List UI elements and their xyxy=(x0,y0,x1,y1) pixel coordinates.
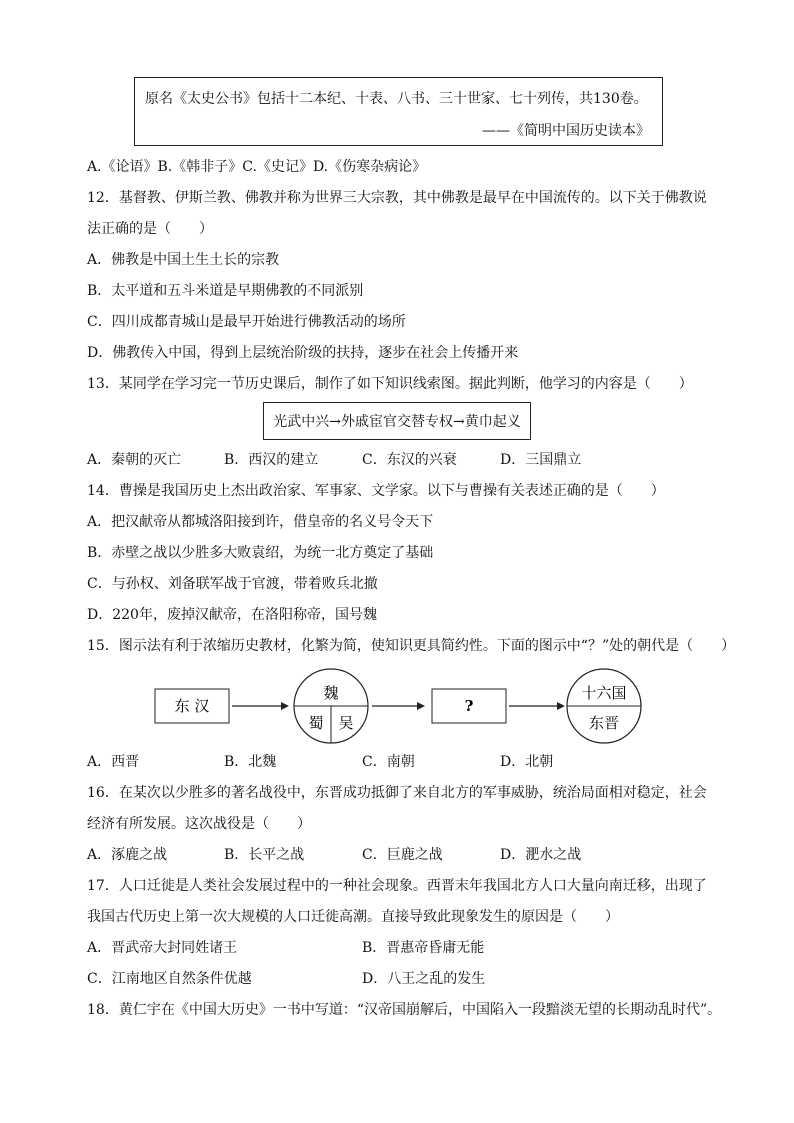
q11-options: A.《论语》B.《韩非子》C.《史记》D.《伤寒杂病论》 xyxy=(87,159,427,175)
q12-option-c: C．四川成都青城山是最早开始进行佛教活动的场所 xyxy=(87,314,406,330)
q16-option-a: A．涿鹿之战 xyxy=(87,847,168,863)
diagram-box-eastern-han-label: 东 汉 xyxy=(174,697,210,715)
q15-option-b: B．北魏 xyxy=(224,754,277,770)
q14-stem: 14．曹操是我国历史上杰出政治家、军事家、文学家。以下与曹操有关表述正确的是（ ） xyxy=(87,483,665,499)
q16-stem-line2: 经济有所发展。这次战役是（ ） xyxy=(87,816,311,832)
q17-option-d: D．八王之乱的发生 xyxy=(362,971,486,987)
q13-option-d: D．三国鼎立 xyxy=(500,452,582,468)
q13-option-b: B．西汉的建立 xyxy=(224,452,319,468)
q15-stem: 15．图示法有利于浓缩历史教材，化繁为简，使知识更具简约性。下面的图示中“？”处的朝代是（ ） xyxy=(87,638,736,654)
q16-option-d: D．淝水之战 xyxy=(500,847,582,863)
diagram-wu-label: 吴 xyxy=(338,714,354,732)
q12-option-b: B．太平道和五斗米道是早期佛教的不同派别 xyxy=(87,283,364,299)
q14-option-d: D．220年，废掉汉献帝，在洛阳称帝，国号魏 xyxy=(87,607,377,623)
q17-option-a: A．晋武帝大封同姓诸王 xyxy=(87,940,238,956)
q15-option-d: D．北朝 xyxy=(500,754,554,770)
quote-box xyxy=(134,77,663,146)
quote-source: ——《简明中国历史读本》 xyxy=(482,123,650,139)
q16-option-c: C．巨鹿之战 xyxy=(362,847,443,863)
q16-stem-line1: 16．在某次以少胜多的著名战役中，东晋成功抵御了来自北方的军事威胁，统治局面相对稳定，社会 xyxy=(87,785,707,801)
q12-stem-line2: 法正确的是（ ） xyxy=(87,221,213,237)
quote-text: 原名《太史公书》包括十二本纪、十表、八书、三十世家、七十列传，共130卷。 xyxy=(145,91,648,107)
diagram-box-unknown-label: ? xyxy=(464,697,474,715)
q17-option-c: C．江南地区自然条件优越 xyxy=(87,971,252,987)
q12-stem-line1: 12．基督教、伊斯兰教、佛教并称为世界三大宗教，其中佛教是最早在中国流传的。以下关于佛教说 xyxy=(87,190,707,206)
diagram-shu-label: 蜀 xyxy=(308,714,324,732)
q15-dynasty-diagram xyxy=(0,660,794,750)
q14-option-a: A．把汉献帝从都城洛阳接到许，借皇帝的名义号令天下 xyxy=(87,514,434,530)
q12-option-d: D．佛教传入中国，得到上层统治阶级的扶持，逐步在社会上传播开来 xyxy=(87,345,519,361)
q14-option-b: B．赤壁之战以少胜多大败袁绍，为统一北方奠定了基础 xyxy=(87,545,434,561)
diagram-arrowhead-1 xyxy=(281,702,289,710)
diagram-arrowhead-2 xyxy=(417,702,425,710)
q13-stem: 13．某同学在学习完一节历史课后，制作了如下知识线索图。据此判断，他学习的内容是（ ） xyxy=(87,376,693,392)
q14-option-c: C．与孙权、刘备联军战于官渡，带着败兵北撤 xyxy=(87,576,378,592)
q13-option-c: C．东汉的兴衰 xyxy=(362,452,457,468)
q12-option-a: A．佛教是中国土生土长的宗教 xyxy=(87,252,280,268)
q17-option-b: B．晋惠帝昏庸无能 xyxy=(362,940,485,956)
q17-stem-line2: 我国古代历史上第一次大规模的人口迁徙高潮。直接导致此现象发生的原因是（ ） xyxy=(87,909,619,925)
diagram-eastern-jin-label: 东晋 xyxy=(588,714,620,732)
diagram-arrowhead-3 xyxy=(557,702,565,710)
q13-knowledge-chain: 光武中兴→外戚宦官交替专权→黄巾起义 xyxy=(263,402,531,440)
q17-stem-line1: 17．人口迁徙是人类社会发展过程中的一种社会现象。西晋末年我国北方人口大量向南迁移，出现了 xyxy=(87,878,707,894)
diagram-wei-label: 魏 xyxy=(323,684,339,702)
q16-option-b: B．长平之战 xyxy=(224,847,305,863)
q18-stem: 18．黄仁宇在《中国大历史》一书中写道：“汉帝国崩解后，中国陷入一段黯淡无望的长期动乱时代”。 xyxy=(87,1002,722,1018)
diagram-sixteen-kingdoms-label: 十六国 xyxy=(581,684,627,702)
q15-option-c: C．南朝 xyxy=(362,754,415,770)
q13-option-a: A．秦朝的灭亡 xyxy=(87,452,182,468)
q15-option-a: A．西晋 xyxy=(87,754,140,770)
